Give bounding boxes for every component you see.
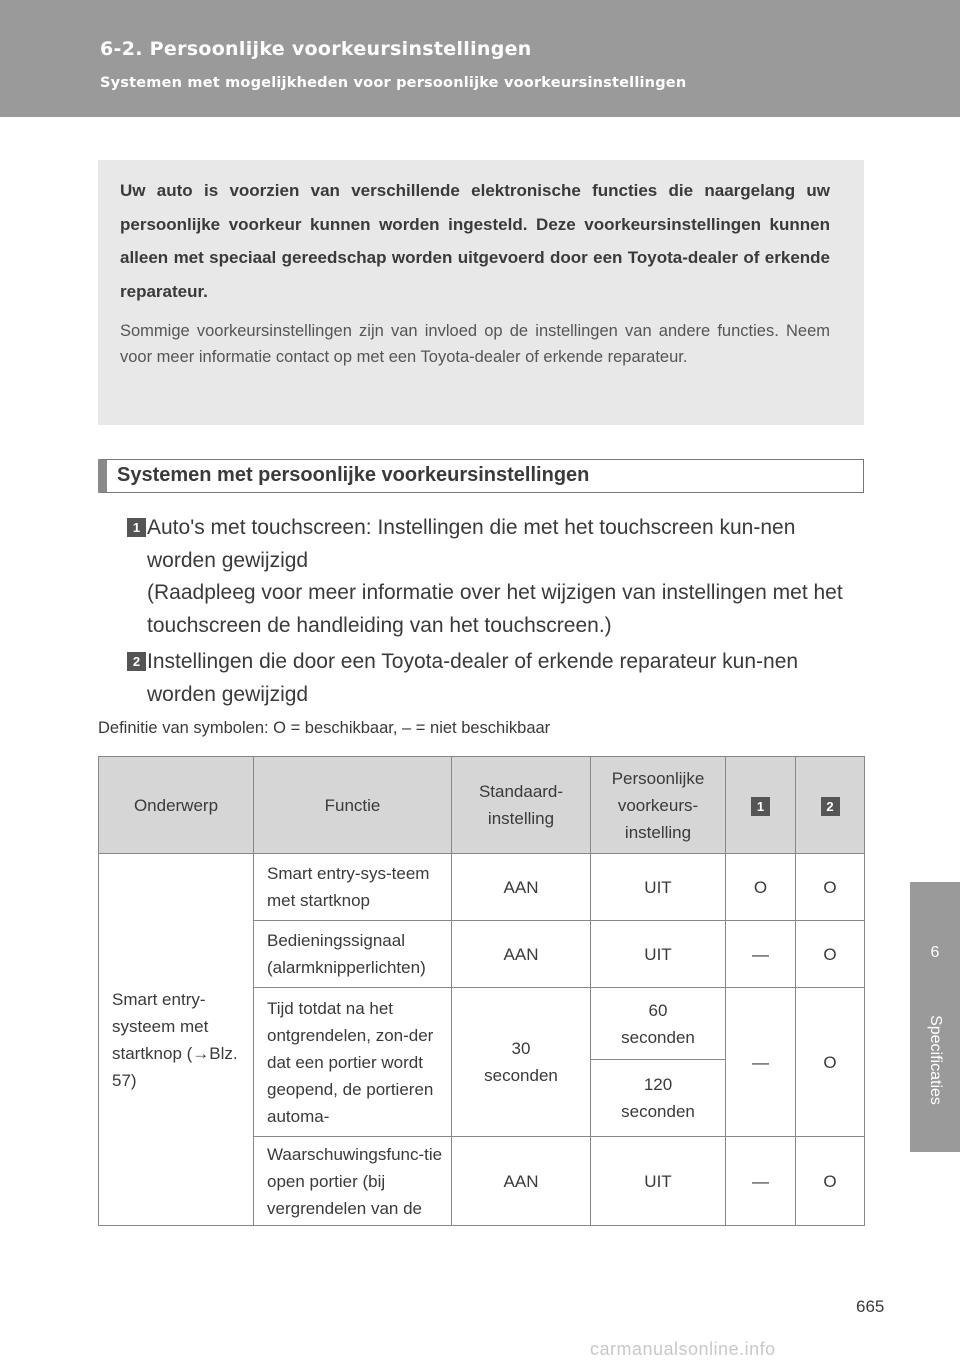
default-cell: AAN (452, 1137, 591, 1226)
number-2-icon: 2 (821, 797, 840, 816)
availability-1-cell: — (726, 921, 796, 988)
chapter-title: 6-2. Persoonlijke voorkeursinstellingen (100, 38, 532, 60)
item-note: (Raadpleeg voor meer informatie over het wijzigen van instellingen met het touchscreen de handleiding van het touchscreen.) (147, 581, 843, 637)
item-text: Instellingen die door een Toyota-dealer of erkende reparateur kun-nen worden gewijzigd (147, 650, 799, 706)
intro-normal-text: Sommige voorkeursinstellingen zijn van invloed op de instellingen van andere functies. Neem voor meer informatie contact op met een Toyota-dealer of erkende reparateur. (120, 322, 830, 366)
custom-cell: UIT (591, 854, 726, 921)
number-1-icon: 1 (751, 797, 770, 816)
availability-2-cell: O (796, 988, 865, 1137)
watermark: carmanualsonline.info (590, 1339, 776, 1359)
table-row (99, 854, 865, 921)
default-cell: AAN (452, 921, 591, 988)
chapter-subtitle: Systemen met mogelijkheden voor persoonlijke voorkeursinstellingen (100, 75, 687, 91)
function-cell: Waarschuwingsfunc-tie open portier (bij vergrendelen van de (254, 1137, 452, 1226)
availability-1-cell: — (726, 1137, 796, 1226)
availability-2-cell: O (796, 921, 865, 988)
intro-bold-text: Uw auto is voorzien van verschillende elektronische functies die naargelang uw persoonlijke voorkeur kunnen worden ingesteld. Deze voorkeursinstellingen kunnen alleen met speciaal gereedschap worden uitgevoerd door een Toyota-dealer of erkende reparateur. (120, 181, 830, 301)
custom-cell: UIT (591, 1137, 726, 1226)
item-text: Auto's met touchscreen: Instellingen die met het touchscreen kun-nen worden gewijzigd (147, 516, 796, 572)
availability-1-cell: — (726, 988, 796, 1137)
header-functie: Functie (254, 757, 452, 854)
page-number: 665 (856, 1297, 885, 1316)
symbol-definition: Definitie van symbolen: O = beschikbaar, – = niet beschikbaar (98, 719, 551, 737)
subject-cell: Smart entry-systeem met startknop (→Blz. 57) (99, 854, 254, 1226)
header-col-2 (796, 757, 865, 854)
function-cell: Tijd totdat na het ontgrendelen, zon-der dat een portier wordt geopend, de portieren automa- (254, 988, 452, 1137)
list-item (127, 646, 862, 711)
list-item (127, 512, 862, 642)
availability-2-cell: O (796, 854, 865, 921)
section-title: Systemen met persoonlijke voorkeursinstellingen (98, 459, 864, 493)
custom-cell: 60 seconden (591, 988, 726, 1060)
table-header-row (99, 757, 865, 854)
number-2-icon: 2 (127, 652, 146, 671)
header-standaard: Standaard-instelling (452, 757, 591, 854)
chapter-label: Specificaties (927, 1015, 944, 1105)
default-cell: AAN (452, 854, 591, 921)
custom-cell: UIT (591, 921, 726, 988)
header-persoonlijk: Persoonlijke voorkeurs-instelling (591, 757, 726, 854)
availability-2-cell: O (796, 1137, 865, 1226)
intro-box (98, 160, 864, 425)
availability-1-cell: O (726, 854, 796, 921)
number-1-icon: 1 (127, 518, 146, 537)
default-cell: 30 seconden (452, 988, 591, 1137)
chapter-header (0, 0, 960, 117)
header-onderwerp: Onderwerp (99, 757, 254, 854)
function-cell: Smart entry-sys-teem met startknop (254, 854, 452, 921)
chapter-number: 6 (930, 944, 940, 961)
header-col-1 (726, 757, 796, 854)
settings-table (98, 756, 865, 1226)
chapter-side-tab (910, 882, 960, 1152)
function-cell: Bedieningssignaal (alarmknipperlichten) (254, 921, 452, 988)
custom-cell: 120 seconden (591, 1060, 726, 1137)
